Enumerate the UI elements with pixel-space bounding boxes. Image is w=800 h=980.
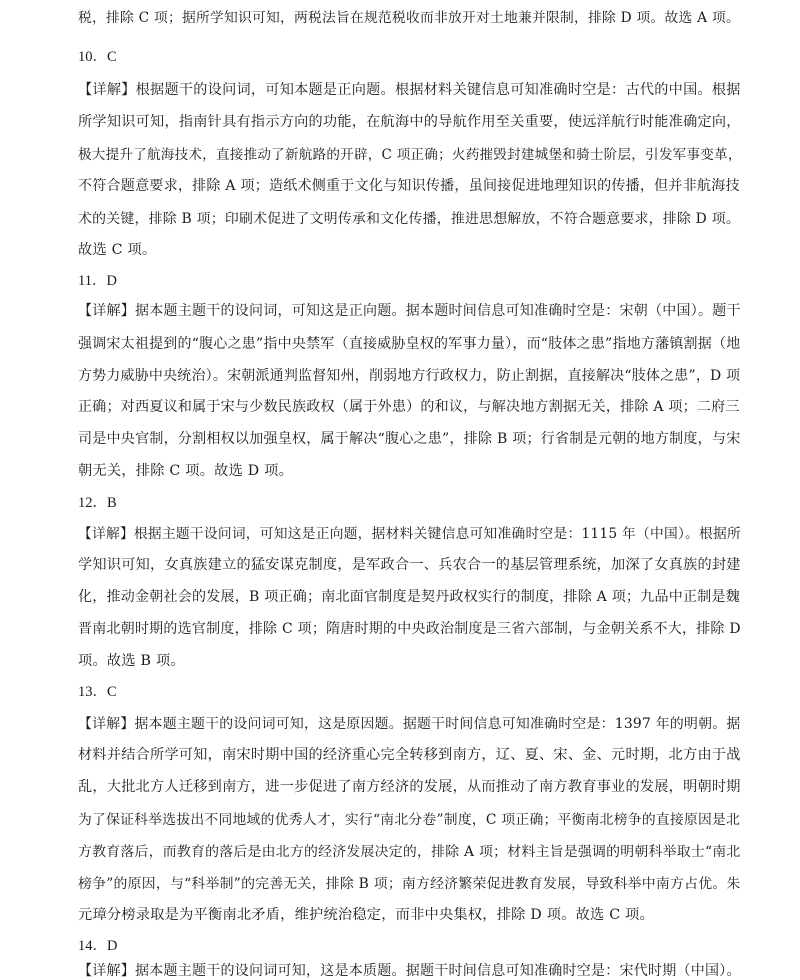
answer-text-line: 学知识可知，女真族建立的猛安谋克制度，是军政合一、兵农合一的基层管理系统，加深了女真族的封建: [78, 557, 741, 573]
answer-text-line: 【详解】根据题干的设问词，可知本题是正向题。根据材料关键信息可知准确时空是：古代的中国。根据: [78, 82, 741, 98]
question-number: 13．C: [78, 684, 117, 700]
question-number: 10．C: [78, 49, 117, 65]
question-number: 12．B: [78, 495, 117, 511]
answer-text-line: 术的关键，排除 B 项；印刷术促进了文明传承和文化传播，推进思想解放，不符合题意要求，排除 D 项。: [78, 211, 740, 227]
answer-text-line: 【详解】据本题主题干的设问词可知，这是本质题。据题干时间信息可知准确时空是：宋代时期（中国）。: [78, 963, 741, 979]
answer-text-line: 【详解】根据主题干设问词，可知这是正向题，据材料关键信息可知准确时空是：1115 年（中国）。根据所: [78, 526, 741, 542]
answer-text-line: 所学知识可知，指南针具有指示方向的功能，在航海中的导航作用至关重要，使远洋航行时能准确定向，: [78, 114, 741, 130]
answer-text-line: 朝无关，排除 C 项。故选 D 项。: [78, 463, 294, 479]
answer-text-line: 【详解】据本题主题干的设问词可知，这是原因题。据题干时间信息可知准确时空是：1397 年的明朝。据: [78, 716, 741, 732]
question-number: 11．D: [78, 273, 117, 289]
answer-text-line: 正确；对西夏议和属于宋与少数民族政权（属于外患）的和议，与解决地方割据无关，排除 A 项；二府三: [78, 399, 740, 415]
answer-text-line: 元璋分榜录取是为平衡南北矛盾，维护统治稳定，而非中央集权，排除 D 项。故选 C 项。: [78, 907, 654, 923]
answer-text-line: 【详解】据本题主题干的设问词，可知这是正向题。据本题时间信息可知准确时空是：宋朝（中国）。题干: [78, 303, 741, 319]
answer-text-line: 晋南北朝时期的选官制度，排除 C 项；隋唐时期的中央政治制度是三省六部制，与金朝关系不大，排除 D: [78, 621, 741, 637]
answer-text-line: 榜争”的原因，与“科举制”的完善无关，排除 B 项；南方经济繁荣促进教育发展，导致科举中南方占优。朱: [78, 876, 741, 892]
answer-text-line: 方教育落后，而教育的落后是由北方的经济发展决定的，排除 A 项；材料主旨是强调的明朝科举取士“南北: [78, 844, 741, 860]
answer-text-line: 强调宋太祖提到的“腹心之患”指中央禁军（直接威胁皇权的军事力量），而“肢体之患”指地方藩镇割据（地: [78, 336, 741, 352]
answer-text-line: 不符合题意要求，排除 A 项；造纸术侧重于文化与知识传播，虽间接促进地理知识的传播，但并非航海技: [78, 178, 740, 194]
answer-text-line: 极大提升了航海技术，直接推动了新航路的开辟，C 项正确；火药摧毁封建城堡和骑士阶层，引发军事变革，: [78, 147, 742, 163]
answer-text-line: 为了保证科举选拔出不同地域的优秀人才，实行“南北分卷”制度，C 项正确；平衡南北榜争的直接原因是北: [78, 812, 741, 828]
question-number: 14．D: [78, 938, 118, 954]
answer-text-line: 司是中央官制，分割相权以加强皇权，属于解决“腹心之患”，排除 B 项；行省制是元朝的地方制度，与宋: [78, 431, 741, 447]
answer-text-line: 项。故选 B 项。: [78, 653, 185, 669]
answer-text-line: 故选 C 项。: [78, 242, 157, 258]
answer-text-line: 方势力威胁中央统治）。宋朝派通判监督知州，削弱地方行政权力，防止割据，直接解决“肢体之患”，D 项: [78, 368, 741, 384]
answer-text-line: 乱，大批北方人迁移到南方，进一步促进了南方经济的发展，从而推动了南方教育事业的发展，明朝时期: [78, 779, 741, 795]
answer-text-line: 税，排除 C 项；据所学知识可知，两税法旨在规范税收而非放开对土地兼并限制，排除 D 项。故选 A 项。: [78, 10, 740, 26]
answer-text-line: 材料并结合所学可知，南宋时期中国的经济重心完全转移到南方，辽、夏、宋、金、元时期，北方由于战: [78, 747, 741, 763]
answer-text-line: 化，推动金朝社会的发展，B 项正确；南北面官制度是契丹政权实行的制度，排除 A 项；九品中正制是魏: [78, 589, 740, 605]
